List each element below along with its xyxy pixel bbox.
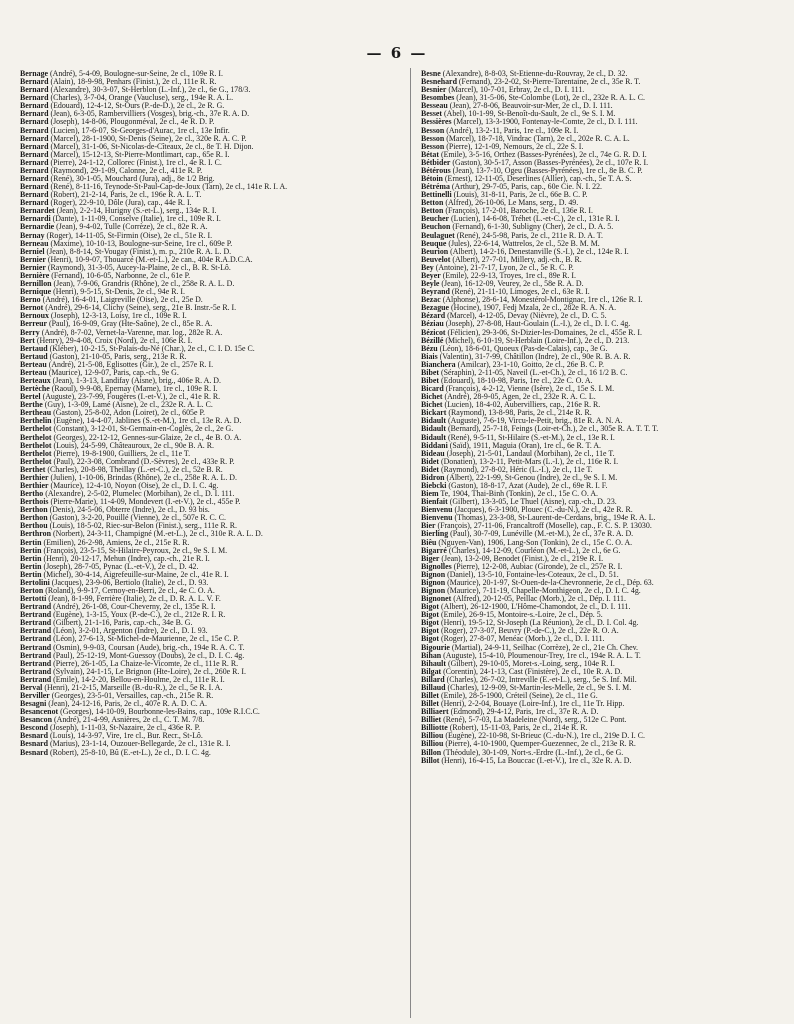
list-entry: Bezac (Alphonse), 28-6-14, Monestérol-Montignac, 1re cl., 126e R. I. (421, 296, 643, 305)
list-entry: Billaud (Charles), 12-9-09, St-Martin-les-Melle, 2e cl., 9e S. I. M. (421, 683, 632, 692)
list-entry: Besset (Abel), 10-1-99, St-Benoît-du-Sault, 2e cl., 9e S. I. M. (421, 110, 616, 119)
list-entry: Bernier (Henri), 10-9-07, Thouarcé (M.-et-L.), 2e can., 404e R.A.D.C.A. (20, 255, 253, 264)
list-entry: Bernillon (Jean), 7-9-06, Grandris (Rhône), 2e cl., 258e R. A. L. D. (20, 280, 235, 289)
list-entry: Billiet (René), 5-7-03, La Madeleine (Nord), serg., 512e C. Pont. (421, 716, 627, 725)
list-entry: Berneau (Maxime), 10-10-13, Boulogne-sur-Seine, 1re cl., 609e P. (20, 239, 233, 248)
list-entry: Billiotte (Robert), 15-11-03, Paris, 2e cl., 214e R. R. (421, 724, 588, 733)
list-entry: Bidron (Albert), 22-1-99, St-Genou (Indre), 2e cl., 9e S. I. M. (421, 473, 618, 482)
page-number: — 6 — (366, 44, 428, 62)
list-entry: Besancon (André), 21-4-99, Asnières, 2e cl., C. T. M. 7/8. (20, 716, 205, 725)
list-entry: Bertrand (Paul), 25-12-19, Mont-Guessoy (Doubs), 2e cl., D. I. C. 4g. (20, 651, 245, 660)
list-entry: Bernard (Lucien), 17-6-07, St-Georges-d'Aurac, 1re cl., 13e Infir. (20, 126, 230, 135)
list-entry: Bichet (Lucien), 18-4-02, Aubervilliers, cap., 216e R. R. (421, 401, 601, 410)
list-entry: Billard (Charles), 26-7-02, Intreville (E.-et-L.), serg., 5e S. Inf. Mil. (421, 675, 637, 684)
list-entry: Berthelot (Paul), 22-3-08, Combrand (D.-Sèvres), 2e cl., 433e R. P. (20, 457, 235, 466)
list-entry: Bernard (Marcel), 31-1-06, St-Nicolas-de-Cîteaux, 2e cl., 8e T. H. Dijon. (20, 142, 254, 151)
list-entry: Berval (Henri), 21-2-15, Marseille (B.-du-R.), 2e cl., 5e R. I. A. (20, 683, 223, 692)
list-entry: Bétbider (Gaston), 30-5-17, Asson (Basses-Pyrénées), 2e cl., 107e R. I. (421, 158, 649, 167)
list-entry: Bicard (François), 4-2-12, Vienne (Isère), 2e cl., 15e S. I. M. (421, 385, 615, 394)
list-entry: Bertaud (Kléber), 10-2-15, St-Palais-du-Né (Char.), 2e cl., C. I. D. 15e C. (20, 344, 255, 353)
column-divider (410, 68, 411, 1018)
list-entry: Biais (Valentin), 31-7-99, Châtillon (Indre), 2e cl., 90e R. B. A. R. (421, 352, 631, 361)
list-entry: Bernique (Henri), 9-5-15, St-Denis, 2e cl., 94e R. I. (20, 288, 186, 297)
list-entry: Biêu (Nguyen-Van), 1906, Lang-Son (Tonkin), 2e cl., 15e C. O. A. (421, 538, 633, 547)
list-entry: Bigarré (Charles), 14-12-09, Courléon (M.-et-L.), 2e cl., 6e G. (421, 546, 621, 555)
list-entry: Bertrand (Osmin), 9-9-03, Coursan (Aude), brig.-ch., 194e R. A. C. T. (20, 643, 245, 652)
list-entry: Beuque (Jules), 22-6-14, Wattrelos, 2e cl., 52e B. M. M. (421, 239, 600, 248)
list-entry: Berthe (Guy), 1-3-09, Lamé (Aisne), 2e cl., 232e R. A. L. C. (20, 401, 213, 410)
list-entry: Biebcki (Gaston), 18-8-17, Azat (Aude), 2e cl., 69e R. I. F. (421, 481, 608, 490)
right-column (421, 70, 783, 765)
list-entry: Bernard (Raymond), 29-1-09, Calonne, 2e cl., 411e R. P. (20, 166, 203, 175)
list-entry: Bideau (Joseph), 21-5-01, Landaul (Morbihan), 2e cl., 11e T. (421, 449, 615, 458)
list-entry: Berthelin (Eugène), 14-4-07, Jablines (S.-et-M.), 1re cl., 13e R. A. D. (20, 417, 242, 426)
list-entry: Beulaguet (René), 24-5-98, Paris, 2e cl., 211e R. D. A. T. (421, 231, 603, 240)
list-entry: Berry (André), 8-7-02, Vernet-la-Varenne, mar. log., 282e R. A. (20, 328, 223, 337)
list-entry: Bézu (Léon), 18-6-01, Quoeux (Pas-de-Calais), cap., 3e G. (421, 344, 608, 353)
list-entry: Berno (André), 16-4-01, Laigreville (Oise), 2e cl., 25e D. (20, 296, 203, 305)
list-entry: Bernard (Marcel), 28-1-1900, St-Denis (Seine), 2e cl., 320e R. A. C. P. (20, 134, 247, 143)
list-entry: Bigot (Albert), 26-12-1900, L'Hôme-Chamondot, 2e cl., D. I. 111. (421, 603, 631, 612)
list-entry: Bignolles (Pierre), 12-2-08, Aubiac (Gironde), 2e cl., 257e R. I. (421, 562, 623, 571)
list-entry: Berteaux (Jean), 1-3-13, Landifay (Aisne), brig., 406e R. A. D. (20, 376, 221, 385)
list-entry: Beyer (Emile), 22-9-13, Troyes, 1re cl., 89e R. I. (421, 271, 576, 280)
list-entry: Bianchera (Amilcar), 23-1-10, Goitto, 2e cl., 26e B. C. P. (421, 360, 605, 369)
list-entry: Biger (Jean), 13-2-09, Benodet (Finist.), 2e cl., 219e R. I. (421, 554, 604, 563)
list-entry: Billet (Henri), 2-2-04, Bouaye (Loire-Inf.), 1re cl., 11e Tr. Hipp. (421, 700, 625, 709)
list-entry: Besancenot (Georges), 14-10-09, Bourbonne-les-Bains, cap., 109e R.I.C.C. (20, 708, 260, 717)
list-entry: Berreur (Paul), 16-9-09, Gray (Hte-Saône), 2e cl., 85e R. A. (20, 320, 213, 329)
list-entry: Berthon (Gaston), 3-2-20, Pouillé (Vienne), 2e cl., 507e R. C. C. (20, 514, 226, 523)
list-entry: Bigot (Roger), 27-8-07, Menéac (Morb.), 2e cl., D. I. 111. (421, 635, 605, 644)
list-entry: Bier (François), 27-11-06, Francaltroff (Moselle), cap., F. C. S. P. 13030. (421, 522, 652, 531)
list-entry: Bertrand (Eugène), 1-3-15, Youx (P.-de-C.), 2e cl., 212e R. I. R. (20, 611, 226, 620)
list-entry: Besnehard (Fernand), 23-2-02, St-Pierre-Tarentaine, 2e cl., 35e R. T. (421, 78, 641, 87)
list-entry: Billon (Théodule), 30-1-09, Nort-s.-Erdre (L.-Inf.), 2e cl., 6e G. (421, 748, 624, 757)
list-entry: Bienvenu (Thomas), 23-3-08, St-Laurent-de-Cerdans, brig., 194e R. A. L. (421, 514, 656, 523)
list-entry: Bignon (Daniel), 13-5-10, Fontaine-les-Coteaux, 2e cl., D. 51. (421, 570, 619, 579)
list-entry: Bidet (Raymond), 27-8-02, Héric (L.-I.), 2e cl., 11e T. (421, 465, 593, 474)
list-entry: Berviller (Georges), 23-5-01, Versailles, cap.-ch., 215e R. R. (20, 692, 214, 701)
list-entry: Berthois (Pierre-Marie), 11-4-09, Mondevert (I.-et-V.), 2e cl., 455e P. (20, 498, 241, 507)
list-entry: Bétérous (Jean), 13-7-10, Ogeu (Basses-Pyrénées), 1re cl., 8e B. C. P. (421, 166, 643, 175)
list-entry: Bernard (Edouard), 12-4-12, St-Ours (P.-de-D.), 2e cl., 2e R. G. (20, 102, 225, 111)
list-entry: Billiaert (Edmond), 29-4-12, Paris, 1re cl., 37e R. A. D. (421, 708, 599, 717)
list-entry: Berthon (Denis), 24-5-06, Obterre (Indre), 2e cl., D. 93 bis. (20, 506, 210, 515)
list-entry: Besagni (Jean), 24-12-16, Paris, 2e cl., 407e R. A. D. C. A. (20, 700, 207, 709)
list-entry: Bétat (Emile), 3-5-16, Orthez (Basses-Pyrénées), 2e cl., 74e G. R. D. I. (421, 150, 647, 159)
list-entry: Bigourie (Martial), 24-9-11, Seilhac (Corrèze), 2e cl., 21e Ch. Chev. (421, 643, 639, 652)
list-entry: Berniel (Jean), 8-8-14, St-Vougay (Finist.), m. p., 210e R. A. L. D. (20, 247, 232, 256)
list-entry: Bienvenu (Jacques), 6-3-1900, Plouec (C.-du-N.), 2e cl., 42e R. R. (421, 506, 633, 515)
list-entry: Berthier (Julien), 1-10-06, Brindas (Rhône), 2e cl., 258e R. A. L. D. (20, 473, 237, 482)
list-entry: Bernardie (Jean), 9-4-02, Tulle (Corrèze), 2e cl., 82e R. A. (20, 223, 208, 232)
list-entry: Bertheau (Gaston), 25-8-02, Adon (Loiret), 2e cl., 605e P. (20, 409, 205, 418)
list-entry: Bezague (Hocine), 1907, Fedj Mzala, 2e cl., 282e R. A. N. A. (421, 304, 617, 313)
list-entry: Besson (Marcel), 18-7-18, Vindrac (Tarn), 2e cl., 202e R. C. A. L. (421, 134, 630, 143)
list-entry: Bertrand (Léon), 27-6-13, St-Michel-de-Maurienne, 2e cl., 15e C. P. (20, 635, 239, 644)
list-entry: Bertin (Emilien), 26-2-98, Amiens, 2e cl., 215e R. R. (20, 538, 190, 547)
list-entry: Beuvelot (Albert), 27-7-01, Millery, adj.-ch., B. R. (421, 255, 582, 264)
list-entry: Beucher (Lucien), 14-6-08, Tréhet (L.-et-C.), 2e cl., 131e R. I. (421, 215, 620, 224)
list-entry: Berthelot (Louis), 24-5-99, Châteauroux, 2e cl., 90e B. A. R. (20, 441, 214, 450)
list-entry: Bézillé (Michel), 6-10-19, St-Herblain (Loire-Inf.), 2e cl., D. 213. (421, 336, 630, 345)
list-entry: Bernay (Roger), 14-11-05, St-Firmin (Oise), 2e cl., 51e R. I. (20, 231, 213, 240)
list-entry: Besnier (Marcel), 10-7-01, Erbray, 2e cl., D. I. 111. (421, 86, 585, 95)
list-entry: Bigot (Henri), 19-5-12, St-Joseph (La Réunion), 2e cl., D. I. Col. 4g. (421, 619, 639, 628)
list-entry: Bétréma (Arthur), 29-7-05, Paris, cap., 60e Cie. N. I. 22. (421, 183, 603, 192)
list-entry: Berthier (Maurice), 12-4-10, Noyon (Oise), 2e cl., D. I. C. 4g. (20, 481, 219, 490)
list-entry: Bickart (Raymond), 13-8-98, Paris, 2e cl., 214e R. R. (421, 409, 592, 418)
list-entry: Besson (Pierre), 12-1-09, Nemours, 2e cl., 22e S. I. (421, 142, 584, 151)
list-entry: Biddani (Saïd), 1911, Maguia (Oran), 1re cl., 6e R. T. A. (421, 441, 602, 450)
list-entry: Bibet (Edouard), 18-10-98, Paris, 1re cl., 22e C. O. A. (421, 376, 593, 385)
list-entry: Besnard (Marius), 23-1-14, Ouzouer-Bellegarde, 2e cl., 131e R. I. (20, 740, 231, 749)
list-entry: Bignon (Maurice), 7-11-19, Chapelle-Monthigeon, 2e cl., D. I. C. 4g. (421, 587, 641, 595)
list-entry: Bertrand (Emile), 14-2-20, Bellou-en-Houlme, 2e cl., 111e R. I. (20, 675, 225, 684)
list-entry: Billiou (Pierre), 4-10-1900, Quemper-Guezennec, 2e cl., 213e R. R. (421, 740, 636, 749)
list-entry: Bertrand (André), 26-1-08, Cour-Cheverny, 2e cl., 135e R. I. (20, 603, 216, 612)
list-entry: Bernard (René), 8-11-16, Teynode-St-Paul-Cap-de-Joux (Tarn), 2e cl., 141e R. I. A. (20, 183, 288, 192)
list-entry: Bidault (Auguste), 7-6-19, Vircu-le-Petit, brig., 81e R. A. N. A. (421, 417, 623, 426)
list-entry: Berthet (Charles), 20-8-98, Theillay (L.-et-C.), 2e cl., 52e B. R. (20, 465, 223, 474)
list-entry: Bertotti (Jean), 8-1-99, Ferrière (Italie), 2e cl., D. R. A. L. V. F. (20, 595, 221, 604)
list-entry: Bihault (Gilbert), 29-10-05, Moret-s.-Loing, serg., 104e R. I. (421, 659, 615, 668)
list-entry: Bernard (Charles), 3-7-04, Orange (Vaucluse), serg., 194e R. A. L. (20, 94, 234, 103)
list-entry: Bernard (René), 30-1-05, Mouchard (Jura), adj., 8e 1/2 Brig. (20, 175, 215, 184)
list-entry: Bidault (René), 9-5-11, St-Hilaire (S.-et-M.), 2e cl., 13e R. I. (421, 433, 615, 442)
list-entry: Billet (Emile), 28-5-1900, Créteil (Seine), 2e cl., 11e G. (421, 692, 598, 701)
list-entry: Berton (Roland), 9-9-17, Cernoy-en-Berri, 2e cl., 4e C. O. A. (20, 587, 215, 595)
list-entry: Beyrand (René), 21-11-10, Limoges, 2e cl., 63e R. I. (421, 288, 590, 297)
list-entry: Billiou (Eugène), 22-10-98, St-Brieuc (C.-du-N.), 1re cl., 219e D. I. C. (421, 732, 645, 741)
list-entry: Beurion (Albert), 14-2-16, Denestanville (S.-I.), 2e cl., 124e R. I. (421, 247, 629, 256)
list-entry: Berthelot (Georges), 22-12-12, Gennes-sur-Glaize, 2e cl., 4e B. O. A. (20, 433, 242, 442)
list-entry: Bidet (Donatien), 13-2-11, Petit-Mars (L.-I.), 2e cl., 116e R. I. (421, 457, 619, 466)
list-entry: Bernot (André), 29-6-14, Clichy (Seine), serg., 21e B. Instr.-5e R. I. (20, 304, 237, 313)
list-entry: Bernage (André), 5-4-09, Boulogne-sur-Seine, 2e cl., 109e R. I. (20, 70, 223, 78)
list-entry: Bernard (Jean), 6-3-05, Rambervilliers (Vosges), brig.-ch., 37e R. A. D. (20, 110, 250, 119)
list-entry: Bienfait (Gilbert), 13-3-05, Le Thuel (Aisne), cap.-ch., D. 23. (421, 498, 617, 507)
list-entry: Bibet (Séraphin), 2-11-05, Naveil (L.-et-Ch.), 2e cl., 16 1/2 B. C. (421, 368, 628, 377)
list-entry: Berthron (Norbert), 24-3-11, Champigné (M.-et-L.), 2e cl., 310e R. A. L. D. (20, 530, 263, 539)
left-column (20, 70, 398, 757)
list-entry: Bilgat (Corentin), 24-1-13, Cast (Finistère), 2e cl., 10e R. A. D. (421, 667, 623, 676)
list-entry: Besnard (Louis), 14-3-97, Vire, 1re cl., Bur. Recr., St-Lô. (20, 732, 203, 741)
list-entry: Bertrand (Léon), 3-2-01, Argenton (Indre), 2e cl., D. I. 93. (20, 627, 208, 636)
list-entry: Bignon (Maurice), 20-1-97, St-Ouen-de-la-Chevronnerie, 2e cl., Dép. 63. (421, 578, 654, 587)
list-entry: Béziau (Joseph), 27-8-08, Haut-Goulain (L.-I.), 2e cl., D. I. C. 4g. (421, 320, 631, 329)
list-entry: Bertel (Auguste), 23-7-99, Fougères (I.-et-V.), 2e cl., 41e R. R. (20, 393, 221, 402)
list-entry: Berteau (André), 21-5-08, Eglisottes (Gir.), 2e cl., 257e R. I. (20, 360, 214, 369)
list-entry: Bertaud (Gaston), 21-10-05, Paris, serg., 213e R. R. (20, 352, 187, 361)
list-entry: Bihan (Auguste), 15-4-10, Ploumenour-Trey, 1re cl., 194e R. A. L. T. (421, 651, 641, 660)
list-entry: Bézard (Marcel), 4-12-05, Devay (Nièvre), 2e cl., D. C. 5. (421, 312, 607, 321)
list-entry: Bertrand (Pierre), 26-1-05, La Chaize-le-Vicomte, 2e cl., 111e R. R. (20, 659, 239, 668)
list-entry: Besombes (Jean), 31-5-06, Ste-Colombe (Lot), 2e cl., 232e R. A. L. C. (421, 94, 645, 103)
list-entry: Bertin (Joseph), 28-7-05, Pynac (L.-et-V.), 2e cl., D. 42. (20, 562, 199, 571)
list-entry: Bignonet (Alfred), 20-12-05, Peillac (Morb.), 2e cl., Dép. I. 111. (421, 595, 626, 604)
list-entry: Bettinelli (Louis), 31-8-11, Paris, 2e cl., 66e B. C. P. (421, 191, 588, 200)
list-entry: Biem Te, 1904, Thai-Binh (Tonkin), 2e cl., 15e C. O. A. (421, 490, 598, 499)
list-entry: Bernard (Alain), 18-9-98, Penhars (Finist.), 2e cl., 111e R. R. (20, 78, 217, 87)
list-entry: Bertrand (Gilbert), 21-1-16, Paris, cap.-ch., 34e B. G. (20, 619, 193, 628)
list-entry: Bernardet (Jean), 2-2-14, Hurigny (S.-et-L.), serg., 134e R. I. (20, 207, 217, 216)
list-entry: Beyle (Jean), 16-12-09, Veurey, 2e cl., 58e R. A. D. (421, 280, 584, 289)
list-entry: Bernard (Robert), 21-2-14, Paris, 2e cl., 196e R. A. L. T. (20, 191, 202, 200)
list-entry: Bertèche (Raoul), 9-9-08, Epernay (Marne), 1re cl., 109e R. I. (20, 385, 218, 394)
list-entry: Besson (André), 13-2-11, Paris, 1re cl., 109e R. I. (421, 126, 579, 135)
list-entry: Berthelot (Pierre), 19-8-1900, Guilliers, 2e cl., 11e T. (20, 449, 191, 458)
list-entry: Bernard (Roger), 22-9-10, Dôle (Jura), cap., 44e R. I. (20, 199, 192, 208)
list-entry: Beuchon (Fernand), 6-1-30, Subligny (Cher), 2e cl., D. A. 5. (421, 223, 614, 232)
list-entry: Bessières (Marcel), 13-3-1900, Fontenay-le-Comte, 2e cl., D. I. 111. (421, 118, 638, 127)
list-entry: Bertolini (Jacques), 23-9-06, Bertiolo (Italie), 2e cl., D. 93. (20, 578, 209, 587)
list-entry: Bernard (Pierre), 24-1-12, Collorec (Finist.), 1re cl., 4e R. I. C. (20, 158, 222, 167)
list-entry: Bertin (Henri), 20-12-17, Mehun (Indre), cap.-ch., 21e R. I. (20, 554, 210, 563)
list-entry: Besne (Alexandre), 8-8-03, St-Etienne-du-Rouvray, 2e cl., D. 32. (421, 70, 628, 78)
list-entry: Bert (Henry), 29-4-08, Croix (Nord), 2e cl., 106e R. I. (20, 336, 193, 345)
list-entry: Bernier (Raymond), 31-3-05, Aucey-la-Plaine, 2e cl., B. R. St-Lô. (20, 263, 231, 272)
list-entry: Bierling (Paul), 30-7-09, Lunéville (M.-et-M.), 2e cl., 37e R. A. D. (421, 530, 634, 539)
list-entry: Bernardi (Dante), 1-11-09, Conselve (Italie), 1re cl., 109e R. I. (20, 215, 221, 224)
list-entry: Bey (Antoine), 21-7-17, Lyon, 2e cl., 5e R. C. P. (421, 263, 574, 272)
list-entry: Bernard (Joseph), 14-8-06, Plougonméval, 2e cl., 4e R. D. P. (20, 118, 215, 127)
list-entry: Besnard (Robert), 25-8-10, Bû (E.-et-L.), 2e cl., D. I. C. 4g. (20, 748, 211, 757)
list-entry: Bigot (Emile), 26-9-15, Montoire-s.-Loire, 2e cl., Dép. 5. (421, 611, 603, 620)
list-entry: Bertin (Michel), 30-4-14, Aigrefeuille-sur-Maine, 2e cl., 41e R. I. (20, 570, 229, 579)
list-entry: Bertho (Alexandre), 2-5-02, Plumelec (Morbihan), 2e cl., D. I. 111. (20, 490, 235, 499)
list-entry: Berteau (Maurice), 12-9-07, Paris, cap.-ch., 9e G. (20, 368, 179, 377)
list-entry: Bichet (André), 28-9-05, Agen, 2e cl., 232e R. A. C. L. (421, 393, 596, 402)
list-entry: Bézicot (Félicien), 29-3-06, St-Dizier-les-Domaines, 2e cl., 455e R. I. (421, 328, 642, 337)
list-entry: Bidault (Bernard), 25-7-18, Feings (Loir-et-Ch.), 2e cl., 305e R. A. T. T. T. (421, 425, 659, 434)
list-entry: Bertin (François), 23-5-15, St-Hilaire-Peyroux, 2e cl., 9e S. I. M. (20, 546, 228, 555)
list-entry: Berthou (Louis), 18-5-02, Riec-sur-Belon (Finist.), serg., 111e R. R. (20, 522, 237, 531)
list-entry: Bernard (Alexandre), 30-3-07, St-Herblon (L.-Inf.), 2e cl., 6e G., 178/3. (20, 86, 251, 95)
list-entry: Bigot (Roger), 27-3-07, Beuvry (P.-de-C.), 2e cl., 22e R. O. A. (421, 627, 619, 636)
list-entry: Bernoux (Joseph), 12-3-13, Loisy, 1re cl., 109e R. I. (20, 312, 187, 321)
list-entry: Betton (Alfred), 26-10-06, Le Mans, serg., D. 49. (421, 199, 579, 208)
list-entry: Bescond (Joseph), 1-11-03, St-Nazaire, 2e cl., 436e R. P. (20, 724, 201, 733)
list-entry: Betton (François), 17-2-01, Baroche, 2e cl., 136e R. I. (421, 207, 594, 216)
list-entry: Bertrand (Sylvain), 24-1-15, Le Brignon (Hte-Loire), 2e cl., 260e R. I. (20, 667, 246, 676)
list-entry: Bernard (Marcel), 15-12-13, St-Pierre-Montlimart, cap., 65e R. I. (20, 150, 230, 159)
list-entry: Bernière (Fernand), 10-6-05, Narbonne, 2e cl., 61e P. (20, 271, 191, 280)
list-entry: Bétoin (Ernest), 12-11-05, Deserlines (Allier), cap.-ch., 5e T. A. S. (421, 175, 632, 184)
list-entry: Besseau (Jean), 27-8-06, Beauvoir-sur-Mer, 2e cl., D. I. 111. (421, 102, 613, 111)
list-entry: Berthelot (Constant), 3-12-01, St-Germain-en-Coglès, 2e cl., 2e G. (20, 425, 234, 434)
list-entry: Billot (Henri), 16-4-15, La Bouccac (I.-et-V.), 1re cl., 32e R. A. D. (421, 756, 632, 765)
